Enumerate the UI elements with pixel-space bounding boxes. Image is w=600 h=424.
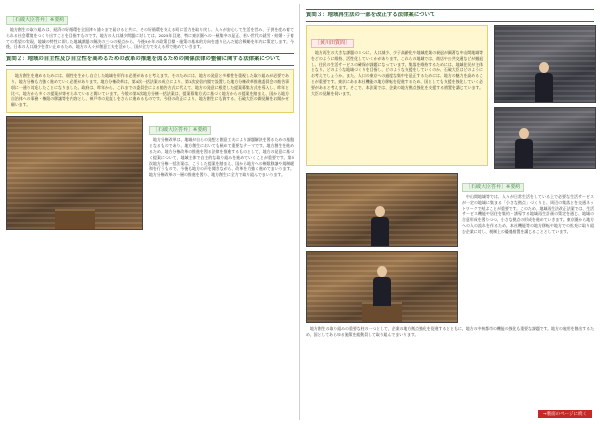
podium-photo — [306, 251, 458, 323]
question-tag-3: ［黄川田質問］ — [311, 39, 354, 48]
question-3-title: 質問３：地域再生法の一部を改正する法律案について — [306, 12, 436, 18]
speaker-figure-4 — [373, 266, 391, 306]
answer-4-row — [306, 173, 594, 323]
speaker-figure-3 — [371, 206, 389, 246]
continued-note: →裏面のページに続く — [538, 410, 592, 418]
question-2-box — [6, 69, 294, 113]
speaker-photo-1 — [494, 25, 596, 103]
answer-tag-1: ［石破大臣答弁］※要約 — [6, 16, 68, 25]
chamber-photo — [6, 116, 143, 230]
chamber-photo-2 — [306, 173, 458, 247]
question-3-heading — [306, 9, 594, 22]
answer-text-4b: 地方創生の取り組みの重要な柱の一つとして、企業の地方拠点強化を促進するとともに、地方の中核都市の機能の強化も重要な課題です。地方の雇用を創出するため、国としてあらゆる施策を総動員して取り組んでまいります。 — [306, 326, 594, 337]
answer-4-block — [462, 173, 594, 323]
question-3-box — [306, 25, 488, 166]
answer-tag-4: ［石破大臣答弁］※要約 — [462, 183, 524, 192]
answer-2-block — [149, 116, 294, 230]
answer-text-2: 地方分権改革は、地域が自らの発想と創意工夫により課題解決を図るための基盤となるものであり、地方創生においても極めて重要なテーマです。地方創生を進めるため、地方分権改革の推進を図る法律を推進するものとして、地方の発意に基づく提案について、地域主体で自主的な取り組みを進めていくことが重要です。第5次地方分権一括法案は、こうした提案を踏まえ、国から地方への権限移譲や規制緩和を行うもので、今後も地方の声を聞きながら、改革を力強く進めてまいります。地方分権改革の一層の推進を図り、地方創生に全力で取り組んでまいります。 — [149, 137, 294, 178]
answer-text-4a: 中山間地域等では、人々が日常生活をしている上で必要な生活サービスが一定の地域に集まる「小さな拠点」づくりと、周辺の集落とを交通ネットワークで結ぶことが重要です。このため、地域再生法改正法案では、生活サービス機能や居住を集約・誘導する地域再生計画の策定を通じ、地域の合意形成を図りつつ、小さな拠点の形成を進めていきます。東京圏から地方への人の流れを作るため、本社機能等の地方移転や地方での拡充に取り組む企業に対し、税制上の優遇措置を講じることとしています。 — [462, 194, 594, 234]
question-3-row — [306, 25, 594, 169]
right-page — [306, 6, 594, 339]
photo-stack-bottom — [306, 173, 456, 323]
speaker-figure-2 — [515, 128, 533, 168]
left-page — [6, 6, 294, 230]
speaker-figure-1 — [535, 62, 553, 102]
answer-tag-2: ［石破大臣答弁］※要約 — [149, 126, 211, 135]
speaker-photo-2 — [494, 107, 596, 169]
answer-text-1: 地方創生の取り組みは、経済の好循環を全国津々浦々まで届けると共に、その好循環を支える町に活力を取り戻し、人々が安心して生活を営み、子供を産み育てられる社会環境をつくり出すことを目指すものです。地方の人口減少問題に対しては、2025年目途、特に東京圏への一極集中の是正、若い世代の就労・結婚・子育ての希望の実現、地域の特性に即した地域課題の解決の三つの視点から、今後5か年の政策目標・施策の基本的方向を盛り込んだ総合戦略を年内に策定します。今後、日本の人口減少を食い止めるため、地方の人々が創意工夫を活かし、国が全力で支える形で進めていきます。 — [6, 27, 294, 50]
photo-stack-right — [494, 25, 594, 169]
bottom-left-row — [6, 116, 294, 230]
question-2-text: 地方創生を進めるためには、個性を生かし自立した地域を形作る必要があると考えます。そのためには、地方の発意と多様性を重視した取り組みが必要であり、地方分権も力強く進めていく必要があります。地方分権改革は、第4次一括法案の成立により、第1次安倍内閣で設置した地方分権改革推進委員会の勧告事項に一通り対応したことになりました。政府は、昨年から、これまでの委員会による勧告方式に代えて、地方の発意に根差した提案募集方式を導入し、昨年と比べ、地方から多くの提案が寄せられていると聞いています。今般の第5次地方分権一括法案は、提案募集方式に基づく地方からの提案を踏まえ、国から地方自治体への事務・権限の移譲等を内容とし、神戸市の見直しをさらに進めるものです。今回の改正により、地方創生にも資する、石破大臣の御見解をお聞かせ願います。 — [11, 73, 289, 108]
question-3-text: 地方再生の大きな課題の１つに、人口減少、少子高齢化や地域産業の衰退が顕著な中山間地域等をどのように維持、活性化していくかがあります。これらの地域では、商店や公共交通などが撤退し、住民の生活サービスの確保が課題になっています。集落を維持するためには、地域住民が主体となり、どのような地域づくりを目指し、どのような支援をしていくのか、石破大臣はどのようにお考えでしょうか。また、人口の東京への過度な集中を是正するためには、地方の魅力を高めることが重要です。東京にある本社機能の地方移転を促進するため、国としても支援を強化していく必要があると考えます。そこで、本法案では、企業の地方拠点強化を支援する措置を講じています。大臣の見解を伺います。 — [311, 50, 483, 96]
question-2-heading — [6, 53, 294, 66]
podium-shape — [55, 209, 95, 229]
question-2-title: 質問２：地域の自主性及び自立性を高めるための改革の推進を図るための関係法律の整備に関する法律案について — [6, 56, 281, 63]
spread-divider — [299, 4, 300, 420]
